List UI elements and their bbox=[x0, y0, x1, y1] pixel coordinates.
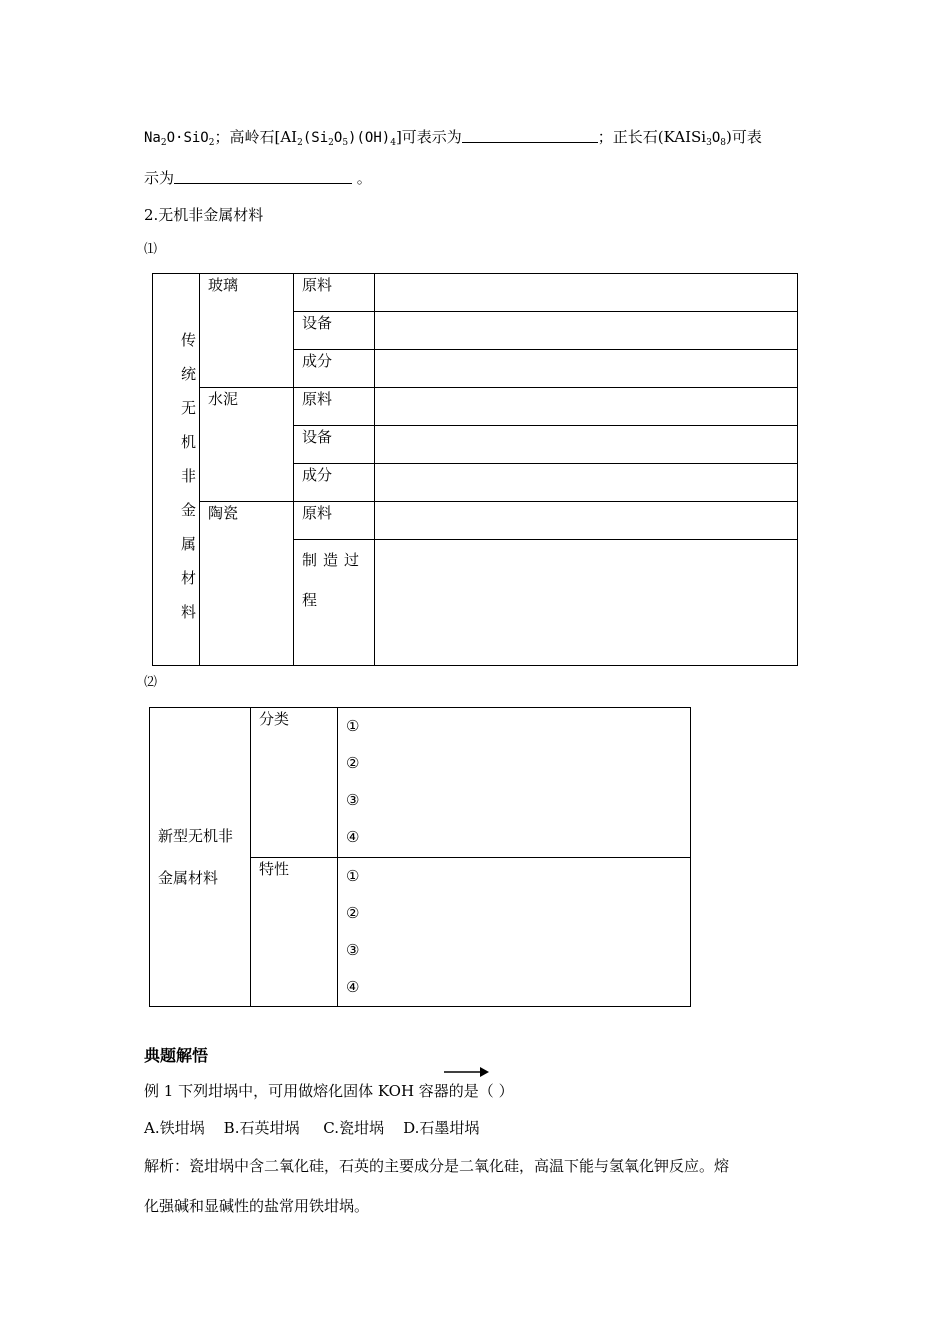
answer-cell[interactable] bbox=[375, 312, 798, 350]
analysis-line-1: 解析：瓷坩埚中含二氧化硅，石英的主要成分是二氧化硅，高温下能与氢氧化钾反应。熔 bbox=[144, 1157, 730, 1175]
classification-answers[interactable] bbox=[338, 708, 691, 858]
answer-options: A.铁坩埚 B.石英坩埚 C.瓷坩埚 D.石墨坩埚 bbox=[144, 1119, 480, 1137]
row-label: 原料 bbox=[294, 388, 375, 426]
material-cement: 水泥 bbox=[200, 388, 294, 502]
list-item: ③ bbox=[346, 941, 360, 959]
new-materials-table bbox=[149, 707, 691, 1007]
row-label: 制造过程 bbox=[294, 540, 375, 666]
row-label: 设备 bbox=[294, 426, 375, 464]
category-classification: 分类 bbox=[251, 708, 338, 858]
row-label: 原料 bbox=[294, 274, 375, 312]
material-ceramic: 陶瓷 bbox=[200, 502, 294, 666]
list-item: ④ bbox=[346, 828, 360, 846]
subsection-label-2: ⑵ bbox=[144, 675, 158, 690]
row-label: 设备 bbox=[294, 312, 375, 350]
answer-blank-1[interactable] bbox=[462, 128, 598, 143]
arrow-icon bbox=[444, 1066, 490, 1078]
list-item: ② bbox=[346, 754, 360, 772]
formula-line-2: 示为 。 bbox=[144, 169, 372, 187]
list-item: ④ bbox=[346, 978, 360, 996]
subsection-label-1: ⑴ bbox=[144, 242, 158, 257]
formula-line-1: $Na_2O\cdot SiO_2$；高岭石$[AI_2(Si_2O_5)(OH)_4]$可表示为 ；正长石$(KAISi_3O_8)$可表 bbox=[144, 128, 762, 148]
group-label-traditional: 传统无机非金属材料 bbox=[153, 274, 200, 666]
answer-cell[interactable] bbox=[375, 388, 798, 426]
list-item: ② bbox=[346, 904, 360, 922]
answer-blank-2[interactable] bbox=[174, 169, 352, 184]
category-properties: 特性 bbox=[251, 858, 338, 1007]
list-item: ① bbox=[346, 717, 360, 735]
row-label: 成分 bbox=[294, 464, 375, 502]
answer-cell[interactable] bbox=[375, 426, 798, 464]
row-label: 原料 bbox=[294, 502, 375, 540]
list-item: ① bbox=[346, 867, 360, 885]
analysis-line-2: 化强碱和显碱性的盐常用铁坩埚。 bbox=[144, 1197, 370, 1215]
answer-cell[interactable] bbox=[375, 502, 798, 540]
answer-cell[interactable] bbox=[375, 350, 798, 388]
section-heading: 典题解悟 bbox=[144, 1046, 209, 1065]
answer-cell[interactable] bbox=[375, 464, 798, 502]
material-glass: 玻璃 bbox=[200, 274, 294, 388]
example-question: 例 1 下列坩埚中，可用做熔化固体 KOH 容器的是（ ） bbox=[144, 1082, 514, 1100]
answer-cell[interactable] bbox=[375, 540, 798, 666]
list-item: ③ bbox=[346, 791, 360, 809]
section-title: 2.无机非金属材料 bbox=[144, 206, 264, 224]
traditional-materials-table bbox=[152, 273, 798, 666]
answer-cell[interactable] bbox=[375, 274, 798, 312]
row-label: 成分 bbox=[294, 350, 375, 388]
group-label-new: 新型无机非金属材料 bbox=[150, 708, 251, 1007]
properties-answers[interactable] bbox=[338, 858, 691, 1007]
